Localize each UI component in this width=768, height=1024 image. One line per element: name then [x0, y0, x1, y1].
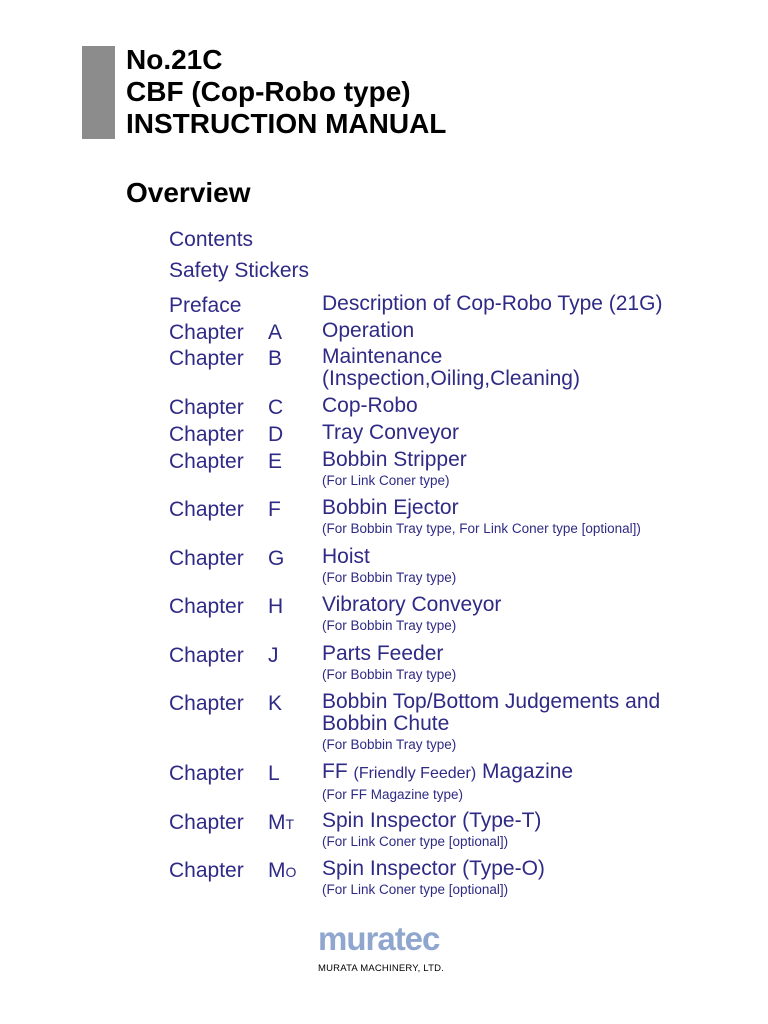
toc-entry — [322, 546, 752, 586]
chapter-letter: D — [268, 423, 284, 446]
toc-title-text: Operation — [322, 319, 415, 342]
toc-title — [322, 858, 752, 880]
chapter-letter: H — [268, 595, 284, 618]
chapter-letter: C — [268, 396, 284, 419]
chapter-letter-subscript: T — [285, 816, 295, 832]
toc-contents: Contents — [169, 228, 254, 251]
toc-title-text: Maintenance — [322, 345, 443, 368]
toc-label: Preface — [169, 294, 242, 317]
toc-title-text: Bobbin Ejector — [322, 496, 459, 519]
toc-title — [322, 422, 752, 444]
toc-chapter-letter — [268, 497, 281, 523]
toc-title-text: Bobbin Top/Bottom Judgements and — [322, 690, 661, 713]
toc-chapter-letter — [268, 761, 280, 787]
manual-type: INSTRUCTION MANUAL — [126, 108, 447, 139]
toc-note: (For Bobbin Tray type) — [322, 737, 457, 752]
manual-number: No.21C — [126, 44, 223, 75]
toc-label: Chapter — [169, 396, 244, 419]
toc-label: Chapter — [169, 811, 244, 834]
toc-entry — [322, 691, 752, 753]
chapter-letter: J — [268, 644, 279, 667]
toc-chapter-letter — [268, 320, 282, 346]
toc-title-small: (Friendly Feeder) — [353, 765, 477, 782]
toc-title — [322, 293, 752, 315]
chapter-letter: A — [268, 321, 283, 344]
toc-note: (For Bobbin Tray type) — [322, 667, 457, 682]
toc-title — [322, 546, 752, 568]
toc-chapter-letter — [268, 449, 282, 475]
toc-title-text: Tray Conveyor — [322, 421, 459, 444]
chapter-letter: M — [268, 811, 286, 834]
toc-note: (For Bobbin Tray type) — [322, 618, 457, 633]
toc-title-text: Spin Inspector (Type-O) — [322, 857, 545, 880]
toc-entry — [322, 346, 752, 390]
chapter-letter-subscript: O — [285, 864, 297, 880]
toc-title — [322, 395, 752, 417]
toc-chapter-letter — [268, 422, 283, 448]
toc-chapter-letter — [268, 395, 283, 421]
toc-chapter-letter — [268, 691, 282, 717]
toc-label: Chapter — [169, 423, 244, 446]
manual-model: CBF (Cop-Robo type) — [126, 76, 411, 107]
toc-entry — [322, 293, 752, 315]
toc-entry — [322, 810, 752, 850]
toc-label: Chapter — [169, 595, 244, 618]
toc-note: (For Bobbin Tray type, For Link Coner type [optional]) — [322, 521, 641, 536]
toc-label: Chapter — [169, 498, 244, 521]
toc-entry — [322, 497, 752, 537]
toc-title — [322, 761, 752, 785]
toc-title-text: FF — [322, 760, 348, 783]
toc-title — [322, 810, 752, 832]
company-name: MURATA MACHINERY, LTD. — [318, 963, 444, 974]
toc-label: Chapter — [169, 321, 244, 344]
toc-note: (For Link Coner type [optional]) — [322, 834, 509, 849]
toc-title-continued: Bobbin Chute — [322, 712, 450, 735]
chapter-letter: F — [268, 498, 281, 521]
toc-chapter-letter — [268, 594, 283, 620]
toc-title-text: Hoist — [322, 545, 370, 568]
toc-chapter-letter — [268, 346, 282, 372]
toc-entry — [322, 594, 752, 634]
muratec-logo — [318, 920, 453, 980]
toc-title-continued: (Inspection,Oiling,Cleaning) — [322, 367, 580, 390]
toc-label: Chapter — [169, 762, 244, 785]
chapter-letter: K — [268, 692, 283, 715]
toc-title — [322, 497, 752, 519]
toc-safety-stickers: Safety Stickers — [169, 259, 310, 282]
toc-title-suffix: Magazine — [482, 760, 574, 783]
overview-heading: Overview — [126, 177, 251, 208]
toc-label: Chapter — [169, 859, 244, 882]
toc-title — [322, 643, 752, 665]
title-accent-bar — [82, 46, 115, 139]
toc-chapter-letter — [268, 546, 284, 572]
chapter-letter: G — [268, 547, 285, 570]
toc-chapter-letter — [268, 643, 279, 669]
manual-title — [126, 44, 446, 140]
toc-entry — [322, 449, 752, 489]
toc-title — [322, 449, 752, 471]
toc-title-text: Description of Cop-Robo Type (21G) — [322, 292, 663, 315]
chapter-letter: M — [268, 859, 286, 882]
toc-title — [322, 594, 752, 616]
toc-title-text: Bobbin Stripper — [322, 448, 467, 471]
toc-label: Chapter — [169, 347, 244, 370]
chapter-letter: E — [268, 450, 283, 473]
toc-chapter-letter — [268, 858, 296, 885]
logo-wordmark: muratec — [318, 920, 440, 957]
toc-title — [322, 320, 752, 342]
toc-entry — [322, 422, 752, 444]
toc-entry — [322, 761, 752, 803]
toc-note: (For FF Magazine type) — [322, 787, 464, 802]
toc-note: (For Link Coner type [optional]) — [322, 882, 509, 897]
toc-note: (For Link Coner type) — [322, 473, 450, 488]
toc-title-text: Cop-Robo — [322, 394, 418, 417]
toc-entry — [322, 320, 752, 342]
toc-title-text: Vibratory Conveyor — [322, 593, 502, 616]
toc-title-text: Spin Inspector (Type-T) — [322, 809, 542, 832]
toc-label: Chapter — [169, 644, 244, 667]
toc-label: Chapter — [169, 450, 244, 473]
toc-title-text: Parts Feeder — [322, 642, 444, 665]
toc-note: (For Bobbin Tray type) — [322, 570, 457, 585]
toc-title — [322, 691, 752, 713]
toc-title — [322, 346, 752, 368]
chapter-letter: B — [268, 347, 283, 370]
toc-chapter-letter — [268, 810, 294, 837]
toc-entry — [322, 643, 752, 683]
toc-entry — [322, 395, 752, 417]
toc-label: Chapter — [169, 692, 244, 715]
chapter-letter: L — [268, 762, 280, 785]
toc-entry — [322, 858, 752, 898]
toc-label: Chapter — [169, 547, 244, 570]
